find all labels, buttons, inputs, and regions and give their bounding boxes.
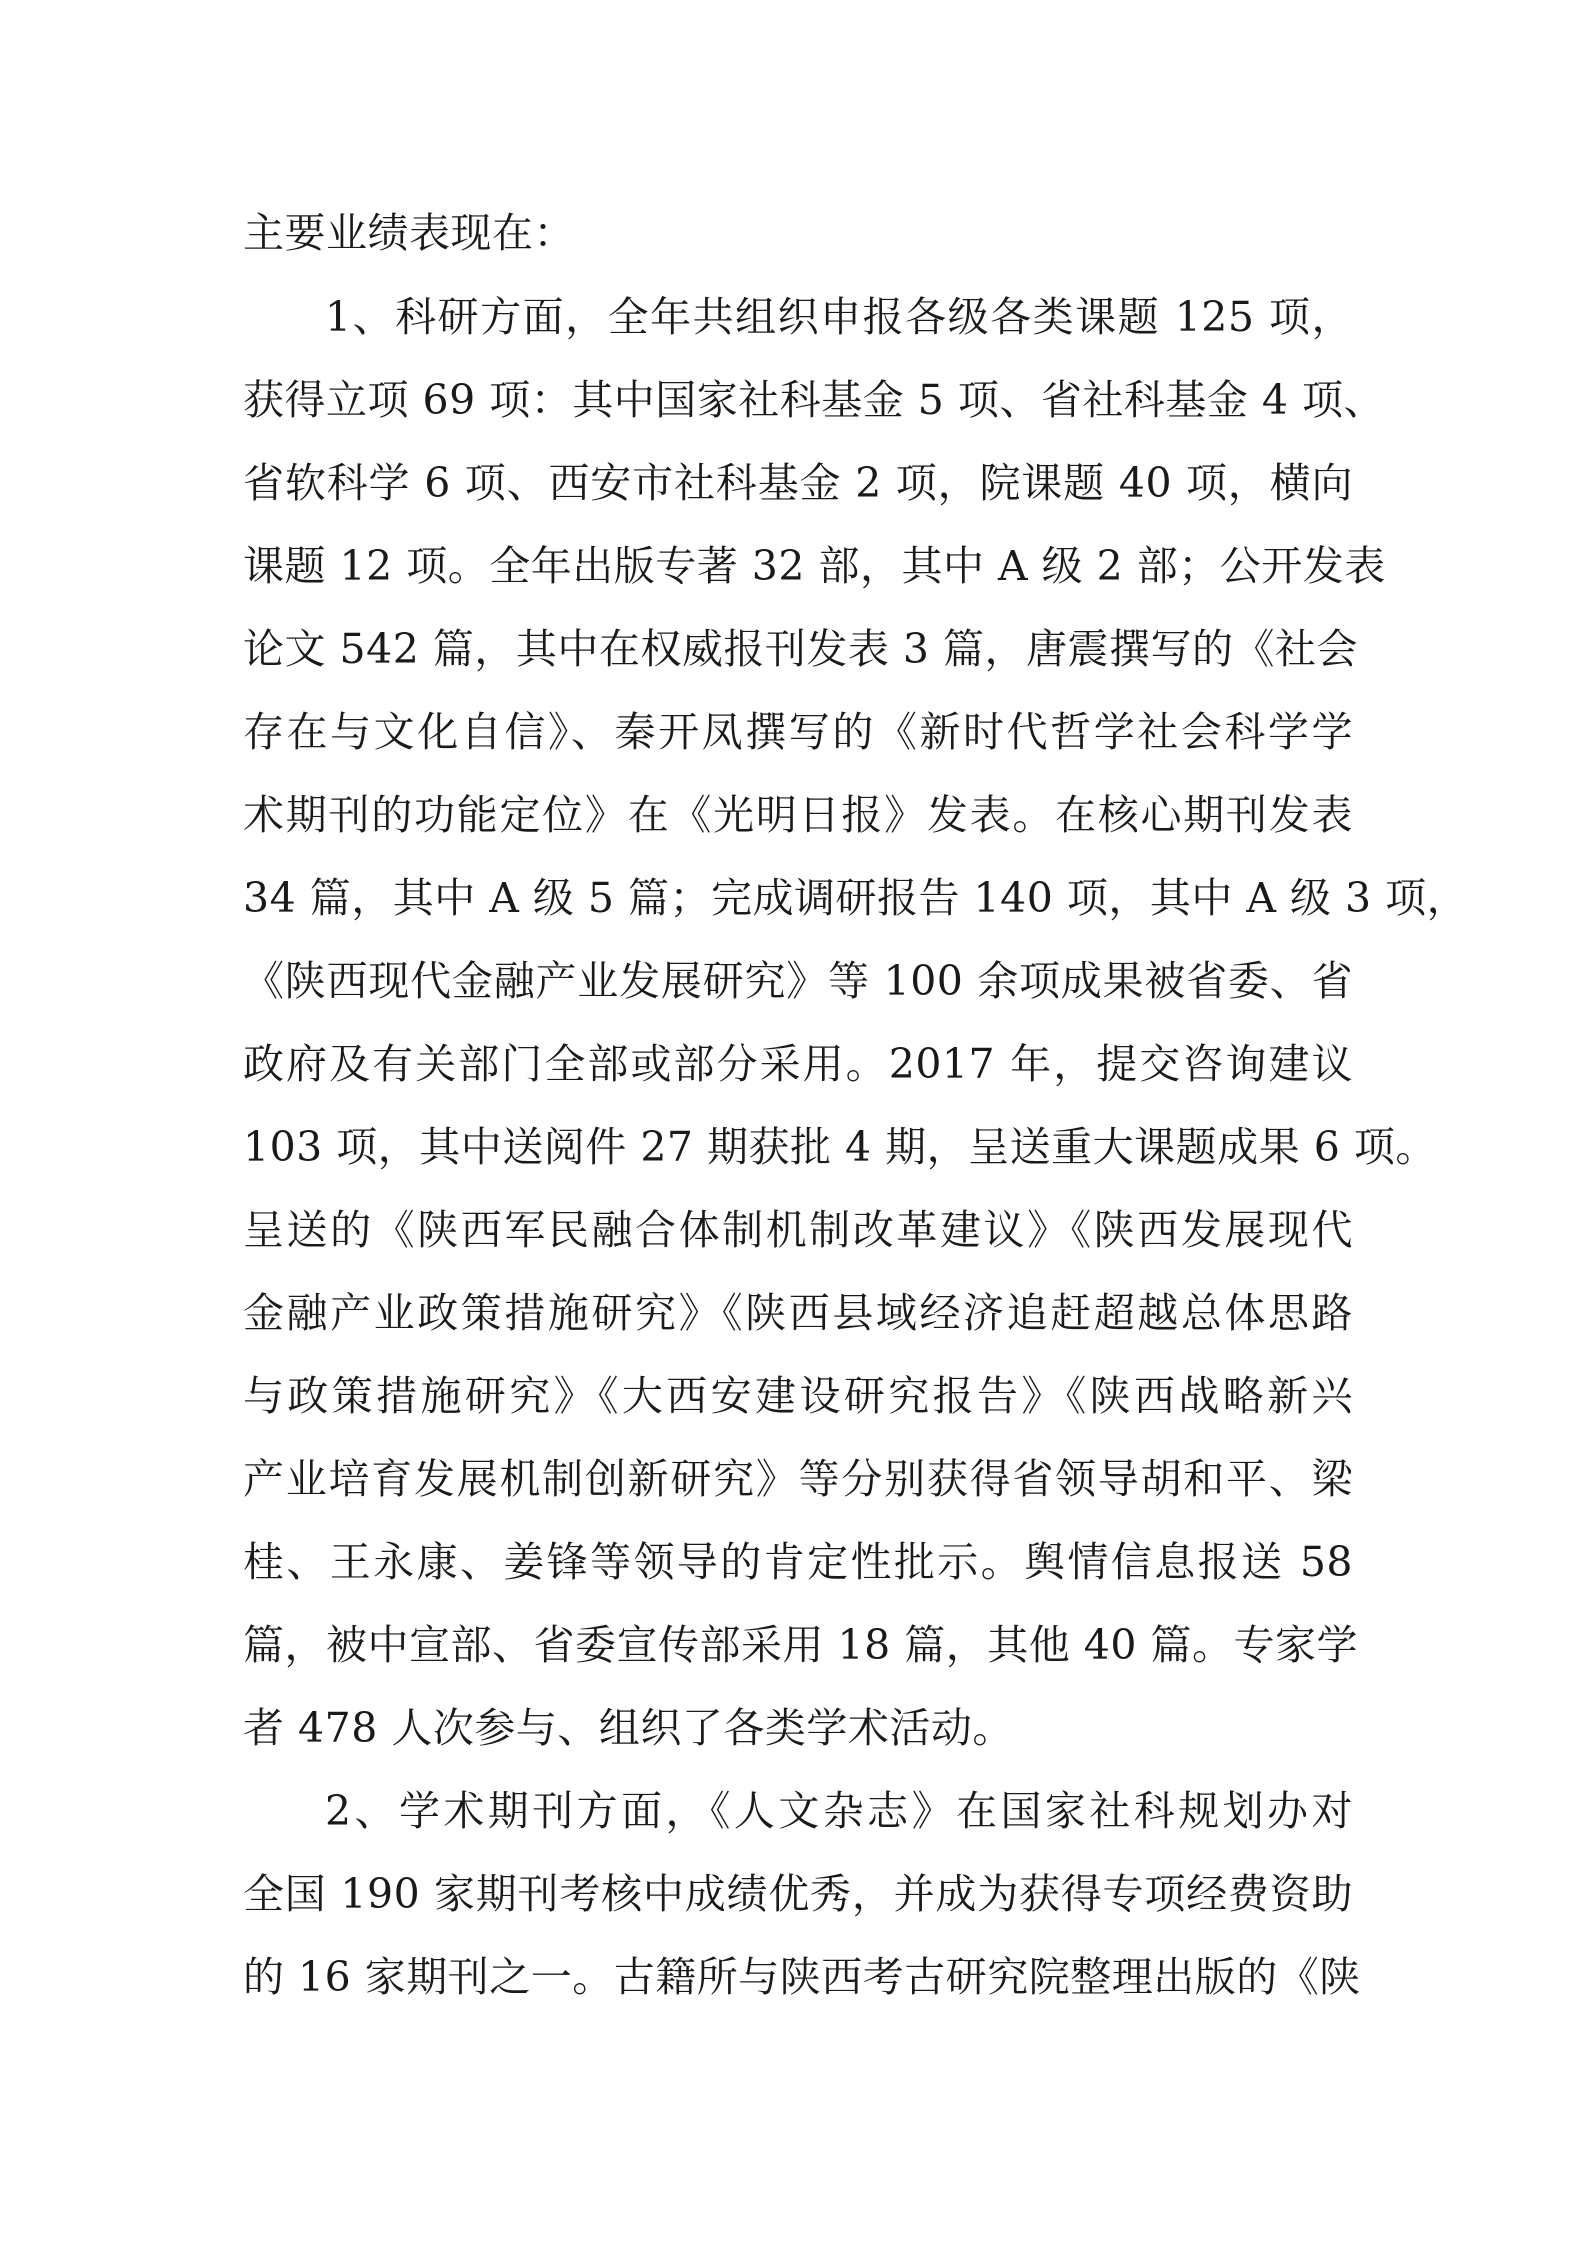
text-line: 术期刊的功能定位》在《光明日报》发表。在核心期刊发表 [243, 791, 1353, 839]
text-line: 全国 190 家期刊考核中成绩优秀，并成为获得专项经费资助 [243, 1870, 1353, 1918]
text-line: 者 478 人次参与、组织了各类学术活动。 [243, 1704, 1014, 1752]
text-line: 《陕西现代金融产业发展研究》等 100 余项成果被省委、省 [243, 957, 1353, 1005]
text-line: 金融产业政策措施研究》《陕西县域经济追赶超越总体思路 [243, 1289, 1353, 1337]
text-line: 存在与文化自信》、秦开凤撰写的《新时代哲学社会科学学 [243, 708, 1353, 756]
text-line-research-heading: 1、科研方面，全年共组织申报各级各类课题 125 项， [325, 293, 1353, 341]
text-line: 的 16 家期刊之一。古籍所与陕西考古研究院整理出版的《陕 [243, 1953, 1361, 2001]
text-line: 政府及有关部门全部或部分采用。2017 年，提交咨询建议 [243, 1040, 1353, 1088]
text-line: 呈送的《陕西军民融合体制机制改革建议》《陕西发展现代 [243, 1206, 1353, 1254]
text-line-intro: 主要业绩表现在： [243, 209, 575, 257]
text-line: 桂、王永康、姜锋等领导的肯定性批示。舆情信息报送 58 [243, 1538, 1353, 1586]
text-line: 课题 12 项。全年出版专著 32 部，其中 A 级 2 部；公开发表 [243, 542, 1386, 590]
text-line: 34 篇，其中 A 级 5 篇；完成调研报告 140 项，其中 A 级 3 项， [243, 874, 1469, 922]
text-line: 篇，被中宣部、省委宣传部采用 18 篇，其他 40 篇。专家学 [243, 1621, 1358, 1669]
text-line: 论文 542 篇，其中在权威报刊发表 3 篇，唐震撰写的《社会 [243, 625, 1358, 673]
text-line: 省软科学 6 项、西安市社科基金 2 项，院课题 40 项，横向 [243, 459, 1353, 507]
text-line: 产业培育发展机制创新研究》等分别获得省领导胡和平、梁 [243, 1455, 1353, 1503]
text-line: 获得立项 69 项：其中国家社科基金 5 项、省社科基金 4 项、 [243, 376, 1386, 424]
text-line-journal-heading: 2、学术期刊方面，《人文杂志》在国家社科规划办对 [325, 1787, 1353, 1835]
text-line: 与政策措施研究》《大西安建设研究报告》《陕西战略新兴 [243, 1372, 1353, 1420]
text-line: 103 项，其中送阅件 27 期获批 4 期，呈送重大课题成果 6 项。 [243, 1123, 1437, 1171]
